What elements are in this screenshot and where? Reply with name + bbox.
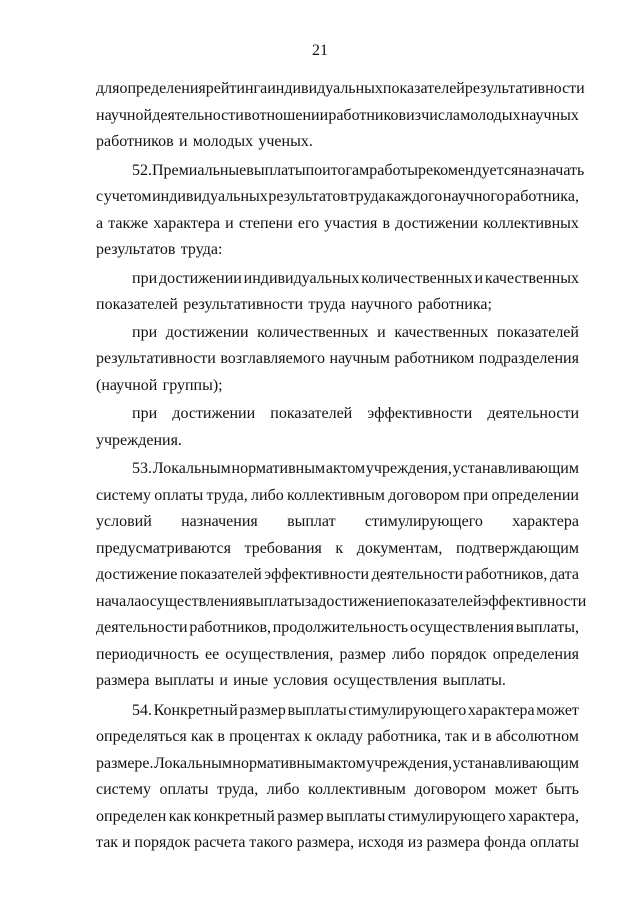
word: в: [484, 728, 492, 745]
word: такого: [249, 834, 293, 851]
word: деятельности: [487, 405, 579, 422]
word: определяться: [96, 728, 187, 745]
word: процентах: [229, 728, 301, 745]
word: научных: [520, 106, 579, 124]
word: индивидуальных: [152, 188, 268, 205]
word: количественных: [257, 323, 369, 341]
word: достижение: [318, 592, 400, 610]
word: устанавливающим: [452, 460, 579, 477]
word: выплаты,: [515, 619, 579, 636]
word: в: [243, 106, 252, 124]
word: степени: [238, 214, 293, 232]
word: учреждения,: [366, 754, 453, 772]
word: может: [536, 701, 579, 719]
word: показателей: [270, 405, 353, 422]
word: порядок: [430, 645, 487, 663]
document-body: [96, 76, 587, 857]
word: научным: [329, 350, 390, 367]
text-line: [96, 804, 579, 831]
word: работников,: [189, 619, 271, 636]
word: в: [382, 214, 391, 232]
word: из: [406, 106, 422, 124]
word: деятельности: [371, 566, 464, 583]
word: молодых: [460, 106, 521, 124]
word: научного: [350, 296, 413, 313]
text-line: [96, 777, 579, 804]
word: стимулирующего: [348, 701, 467, 719]
word: при: [132, 323, 158, 341]
word: определения: [492, 645, 579, 663]
text-line: [96, 103, 579, 130]
word: и: [219, 672, 228, 689]
word: выплат: [287, 513, 336, 530]
word: как: [168, 807, 192, 825]
word: и: [471, 728, 480, 745]
text-line: [96, 158, 585, 185]
word: к: [335, 539, 344, 557]
word: договором: [388, 486, 460, 504]
word: учреждения.: [96, 431, 182, 449]
word: при: [132, 269, 158, 287]
word: и: [225, 214, 234, 232]
word: выплаты: [287, 701, 347, 719]
word: так: [96, 834, 119, 851]
word: либо: [392, 645, 425, 663]
word: эффективности: [481, 592, 587, 610]
word: как: [190, 728, 214, 745]
word: Локальным: [152, 460, 231, 477]
text-line: [96, 266, 579, 293]
word: условия: [273, 672, 328, 689]
word: молодых: [192, 133, 254, 150]
word: учетом: [103, 188, 152, 205]
word: группы);: [162, 376, 223, 394]
word: размера,: [296, 834, 355, 851]
word: систему: [96, 781, 151, 798]
text-line: [96, 346, 579, 373]
word: труда:: [180, 241, 223, 258]
word: 52.: [132, 161, 152, 179]
word: показателей: [399, 592, 482, 610]
word: выплаты: [326, 807, 386, 825]
word: в: [217, 728, 225, 745]
word: работника;: [417, 296, 492, 313]
word: актом: [325, 460, 366, 477]
word: порядок: [134, 834, 191, 851]
word: определения: [119, 80, 206, 97]
word: и: [377, 323, 386, 341]
word: характера,: [508, 807, 579, 825]
word: предусматриваются: [96, 539, 231, 557]
word: качественных: [394, 323, 489, 341]
text-line: [96, 76, 585, 103]
word: характера: [467, 701, 535, 719]
text-line: [96, 483, 579, 510]
word: окладу: [316, 728, 364, 745]
word: результативности: [183, 296, 304, 313]
word: для: [96, 80, 120, 97]
text-line: [96, 668, 579, 695]
word: также: [108, 214, 149, 232]
word: размера: [426, 834, 481, 851]
word: результативности: [464, 80, 585, 97]
word: стимулирующего: [387, 807, 506, 825]
word: труда: [348, 188, 386, 205]
word: учреждения,: [365, 460, 452, 477]
word: рейтинга: [205, 80, 268, 97]
word: размера: [96, 672, 150, 689]
text-line: [96, 211, 579, 238]
word: труда,: [217, 781, 259, 798]
word: ученых.: [258, 133, 313, 150]
word: работников: [328, 106, 406, 124]
word: а: [96, 214, 104, 232]
word: устанавливающим: [452, 754, 579, 772]
word: начала: [96, 592, 142, 610]
word: ее: [204, 645, 220, 663]
word: требования: [244, 539, 322, 557]
word: за: [304, 592, 319, 610]
word: выплаты: [245, 592, 305, 610]
word: показателей: [497, 323, 579, 341]
text-line: [96, 562, 579, 589]
word: определении: [491, 486, 579, 504]
word: выплаты: [154, 672, 215, 689]
text-line: [96, 129, 579, 156]
word: размер: [339, 645, 386, 663]
word: работником: [394, 350, 475, 367]
text-line: [96, 615, 579, 642]
word: итогам: [322, 161, 370, 179]
text-line: [96, 536, 579, 563]
word: деятельности: [152, 106, 244, 124]
word: осуществления: [141, 592, 246, 610]
word: абсолютном: [495, 728, 579, 745]
word: условий: [96, 513, 152, 530]
word: достижении: [158, 269, 242, 287]
word: коллективным: [287, 486, 385, 504]
word: качественных: [484, 269, 579, 287]
word: характера: [153, 214, 221, 232]
text-line: [96, 509, 579, 536]
text-line: [96, 428, 579, 455]
word: работника,: [505, 188, 579, 205]
text-line: [96, 830, 579, 857]
word: и: [121, 834, 131, 851]
word: показателей: [179, 566, 262, 583]
word: и: [178, 133, 188, 150]
word: договором: [414, 781, 487, 798]
word: эффективности: [367, 405, 473, 422]
word: размере.: [96, 754, 154, 772]
word: результативности: [96, 350, 216, 367]
word: индивидуальных: [243, 269, 360, 287]
word: может: [494, 781, 538, 798]
word: с: [96, 188, 104, 205]
word: числа: [421, 106, 461, 124]
text-line: [96, 320, 579, 347]
word: осуществления: [333, 672, 438, 689]
word: назначать: [518, 161, 585, 179]
text-line: [96, 698, 579, 725]
text-line: [96, 237, 579, 264]
word: индивидуальных: [267, 80, 383, 97]
word: результатов: [268, 188, 348, 205]
word: нормативным: [232, 754, 326, 772]
word: периодичность: [96, 645, 199, 663]
word: так: [445, 728, 468, 745]
word: исходя: [358, 834, 404, 851]
word: возглавляемого: [220, 350, 326, 367]
word: стимулирующего: [364, 513, 483, 530]
word: деятельности: [96, 619, 188, 636]
word: из: [407, 834, 423, 851]
word: 53.: [132, 460, 152, 477]
word: результатов: [96, 241, 176, 258]
word: при: [132, 405, 158, 422]
word: работника,: [367, 728, 442, 745]
word: быть: [545, 781, 579, 798]
word: при: [463, 486, 489, 504]
word: нормативным: [231, 460, 326, 477]
word: каждого: [386, 188, 443, 205]
word: размер: [277, 807, 324, 825]
word: показателей: [382, 80, 465, 97]
text-line: [96, 751, 579, 778]
word: конкретный: [193, 807, 275, 825]
word: подтверждающим: [455, 539, 579, 557]
word: либо: [251, 486, 284, 504]
word: выплаты: [246, 161, 306, 179]
word: осуществления,: [225, 645, 334, 663]
word: эффективности: [264, 566, 370, 583]
word: 54.: [132, 701, 152, 719]
word: Конкретный: [153, 701, 238, 719]
text-line: [96, 373, 579, 400]
word: фонда: [483, 834, 527, 851]
word: научного: [442, 188, 505, 205]
word: актом: [326, 754, 366, 772]
word: документам,: [356, 539, 443, 557]
word: систему: [96, 486, 151, 504]
word: оплаты: [154, 486, 204, 504]
word: коллективных: [483, 214, 579, 232]
word: (научной: [96, 376, 158, 394]
word: его: [297, 214, 320, 232]
text-line: [96, 184, 579, 211]
word: расчета: [194, 834, 246, 851]
word: работников: [96, 133, 174, 150]
word: участия: [324, 214, 378, 232]
word: работников,: [465, 566, 548, 583]
word: характера: [512, 513, 579, 530]
text-line: [96, 401, 579, 428]
word: рекомендуется: [418, 161, 519, 179]
word: выплаты.: [442, 672, 506, 689]
text-line: [96, 642, 579, 669]
word: научной: [96, 106, 153, 124]
word: продолжительность: [272, 619, 409, 636]
word: Премиальные: [152, 161, 247, 179]
text-line: [96, 292, 579, 319]
text-line: [96, 456, 579, 483]
word: труда: [308, 296, 346, 313]
word: определен: [96, 807, 167, 825]
word: оплаты: [159, 781, 209, 798]
word: оплаты: [529, 834, 579, 851]
word: коллективным: [308, 781, 406, 798]
word: дата: [549, 566, 579, 583]
word: достижении: [172, 405, 256, 422]
word: труда,: [206, 486, 248, 504]
word: достижении: [165, 323, 249, 341]
word: достижении: [395, 214, 478, 232]
word: иные: [233, 672, 269, 689]
word: либо: [266, 781, 300, 798]
word: показателей: [96, 296, 178, 313]
word: назначения: [181, 513, 258, 530]
word: работы: [369, 161, 419, 179]
word: размер: [239, 701, 286, 719]
word: подразделения: [478, 350, 579, 367]
word: количественных: [361, 269, 473, 287]
word: и: [474, 269, 484, 287]
word: осуществления: [409, 619, 514, 636]
page-number: 21: [312, 42, 328, 59]
word: отношении: [251, 106, 329, 124]
text-line: [96, 724, 579, 751]
text-line: [96, 589, 587, 616]
word: к: [304, 728, 313, 745]
word: Локальным: [154, 754, 232, 772]
word: по: [305, 161, 323, 179]
word: достижение: [96, 566, 178, 583]
